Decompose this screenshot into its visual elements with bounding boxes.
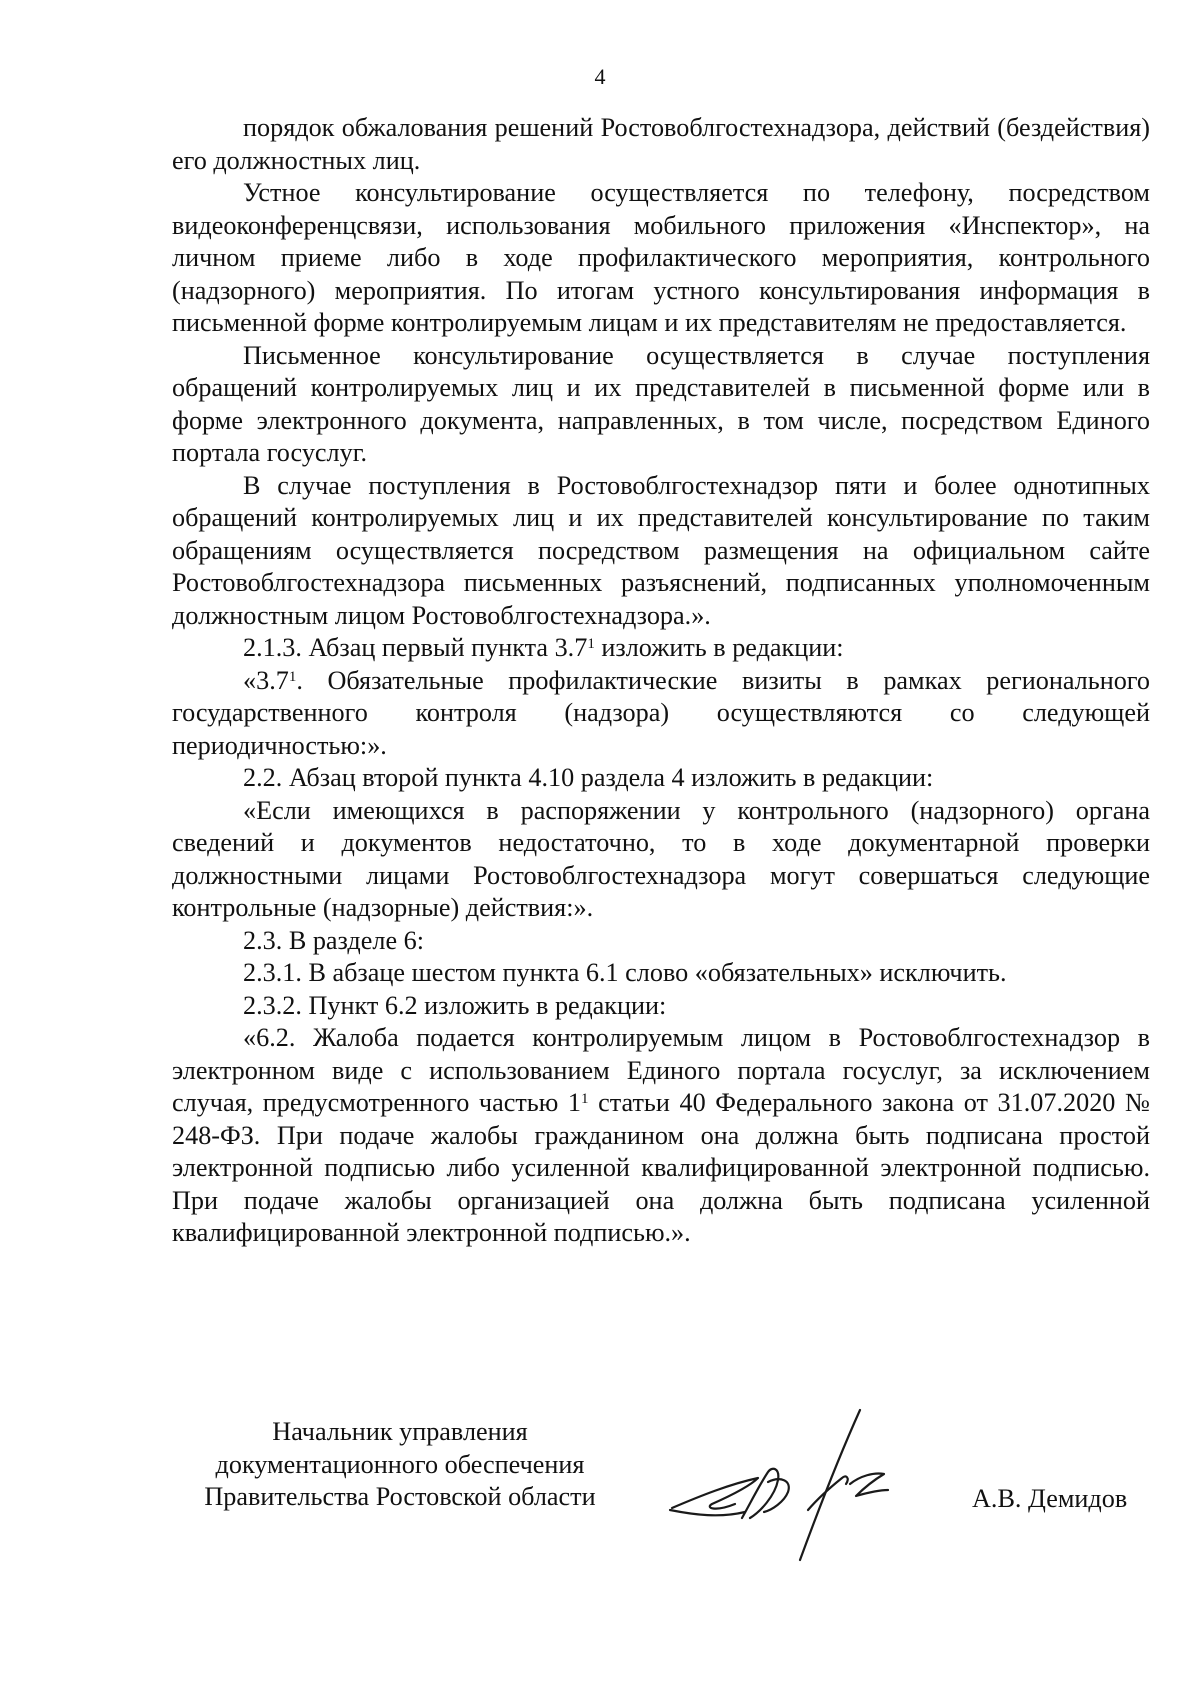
page-number: 4 bbox=[594, 64, 606, 89]
superscript: 1 bbox=[288, 668, 297, 685]
signatory-position-line: Начальник управления bbox=[272, 1417, 528, 1446]
paragraph-3-7-1-text: «3.7 bbox=[243, 665, 289, 695]
handwritten-signature bbox=[660, 1400, 950, 1570]
paragraph-2-3: 2.3. В разделе 6: bbox=[243, 925, 424, 955]
paragraph-3-7-1 bbox=[172, 665, 1150, 763]
signatory-position bbox=[170, 1416, 630, 1514]
signatory-position-line: документационного обеспечения bbox=[215, 1449, 585, 1479]
paragraph-oral-consulting: Устное консультирование осуществляется по телефону, посредством видеоконференцсвязи, использования мобильного приложения «Инспектор», на личном приеме либо в ходе профилактического мероприятия, контрольного (надзорного) мероприятия. По итогам устного консультирования информация в письменной форме контролируемым лицам и их представителям не предоставляется. bbox=[172, 178, 1150, 337]
paragraph-3-7-1-text-end: . Обязательные профилактические визиты в рамках регионального государственного контроля (надзора) осуществляются со следующей периодичностью:». bbox=[172, 665, 1150, 760]
paragraph-documentary-check: «Если имеющихся в распоряжении у контрольного (надзорного) органа сведений и документов недостаточно, то в ходе документарной проверки должностными лицами Ростовоблгостехнадзора могут совершаться следующие контрольные (надзорные) действия:». bbox=[172, 795, 1150, 922]
signatory-position-line: Правительства Ростовской области bbox=[204, 1482, 596, 1511]
paragraph-2-3-2: 2.3.2. Пункт 6.2 изложить в редакции: bbox=[243, 990, 667, 1020]
paragraph-6-2-text: «6.2. Жалоба подается контролируемым лицом в Ростовоблгостехнадзор в электронном виде с использованием Единого портала госуслуг, за исключением случая, предусмотренного частью 1 bbox=[172, 1023, 1150, 1117]
paragraph-2-1-3 bbox=[172, 632, 1150, 665]
paragraph-2-1-3-text: 2.1.3. Абзац первый пункта 3.7 bbox=[243, 633, 588, 662]
paragraph-written-consulting: Письменное консультирование осуществляется в случае поступления обращений контролируемых лиц и их представителей в письменной форме или в форме электронного документа, направленных, в том числе, посредством Единого портала госуслуг. bbox=[172, 340, 1150, 467]
paragraph-6-2 bbox=[172, 1022, 1150, 1250]
superscript: 1 bbox=[587, 636, 595, 653]
paragraph-6-2-text-end: статьи 40 Федерального закона от 31.07.2020 № 248-ФЗ. При подаче жалобы гражданином она должна быть подписана простой электронной подписью либо усиленной квалифицированной электронной подписью. При подаче жалобы организацией она должна быть подписана усиленной квалифицированной электронной подписью.». bbox=[172, 1088, 1151, 1247]
paragraph-2-3-1: 2.3.1. В абзаце шестом пункта 6.1 слово «обязательных» исключить. bbox=[243, 958, 1007, 987]
paragraph-appeal-procedure: порядок обжалования решений Ростовоблгостехнадзора, действий (бездействия) его должностных лиц. bbox=[172, 113, 1150, 175]
paragraph-2-1-3-text-end: изложить в редакции: bbox=[594, 633, 844, 662]
document-body bbox=[172, 112, 1150, 1250]
signatory-name: А.В. Демидов bbox=[972, 1484, 1128, 1513]
paragraph-mass-appeals: В случае поступления в Ростовоблгостехнадзор пяти и более однотипных обращений контролируемых лиц и их представителей консультирование по таким обращениям осуществляется посредством размещения на официальном сайте Ростовоблгостехнадзора письменных разъяснений, подписанных уполномоченным должностным лицом Ростовоблгостехнадзора.». bbox=[172, 470, 1150, 630]
paragraph-2-2: 2.2. Абзац второй пункта 4.10 раздела 4 изложить в редакции: bbox=[243, 763, 934, 792]
superscript: 1 bbox=[581, 1091, 589, 1108]
